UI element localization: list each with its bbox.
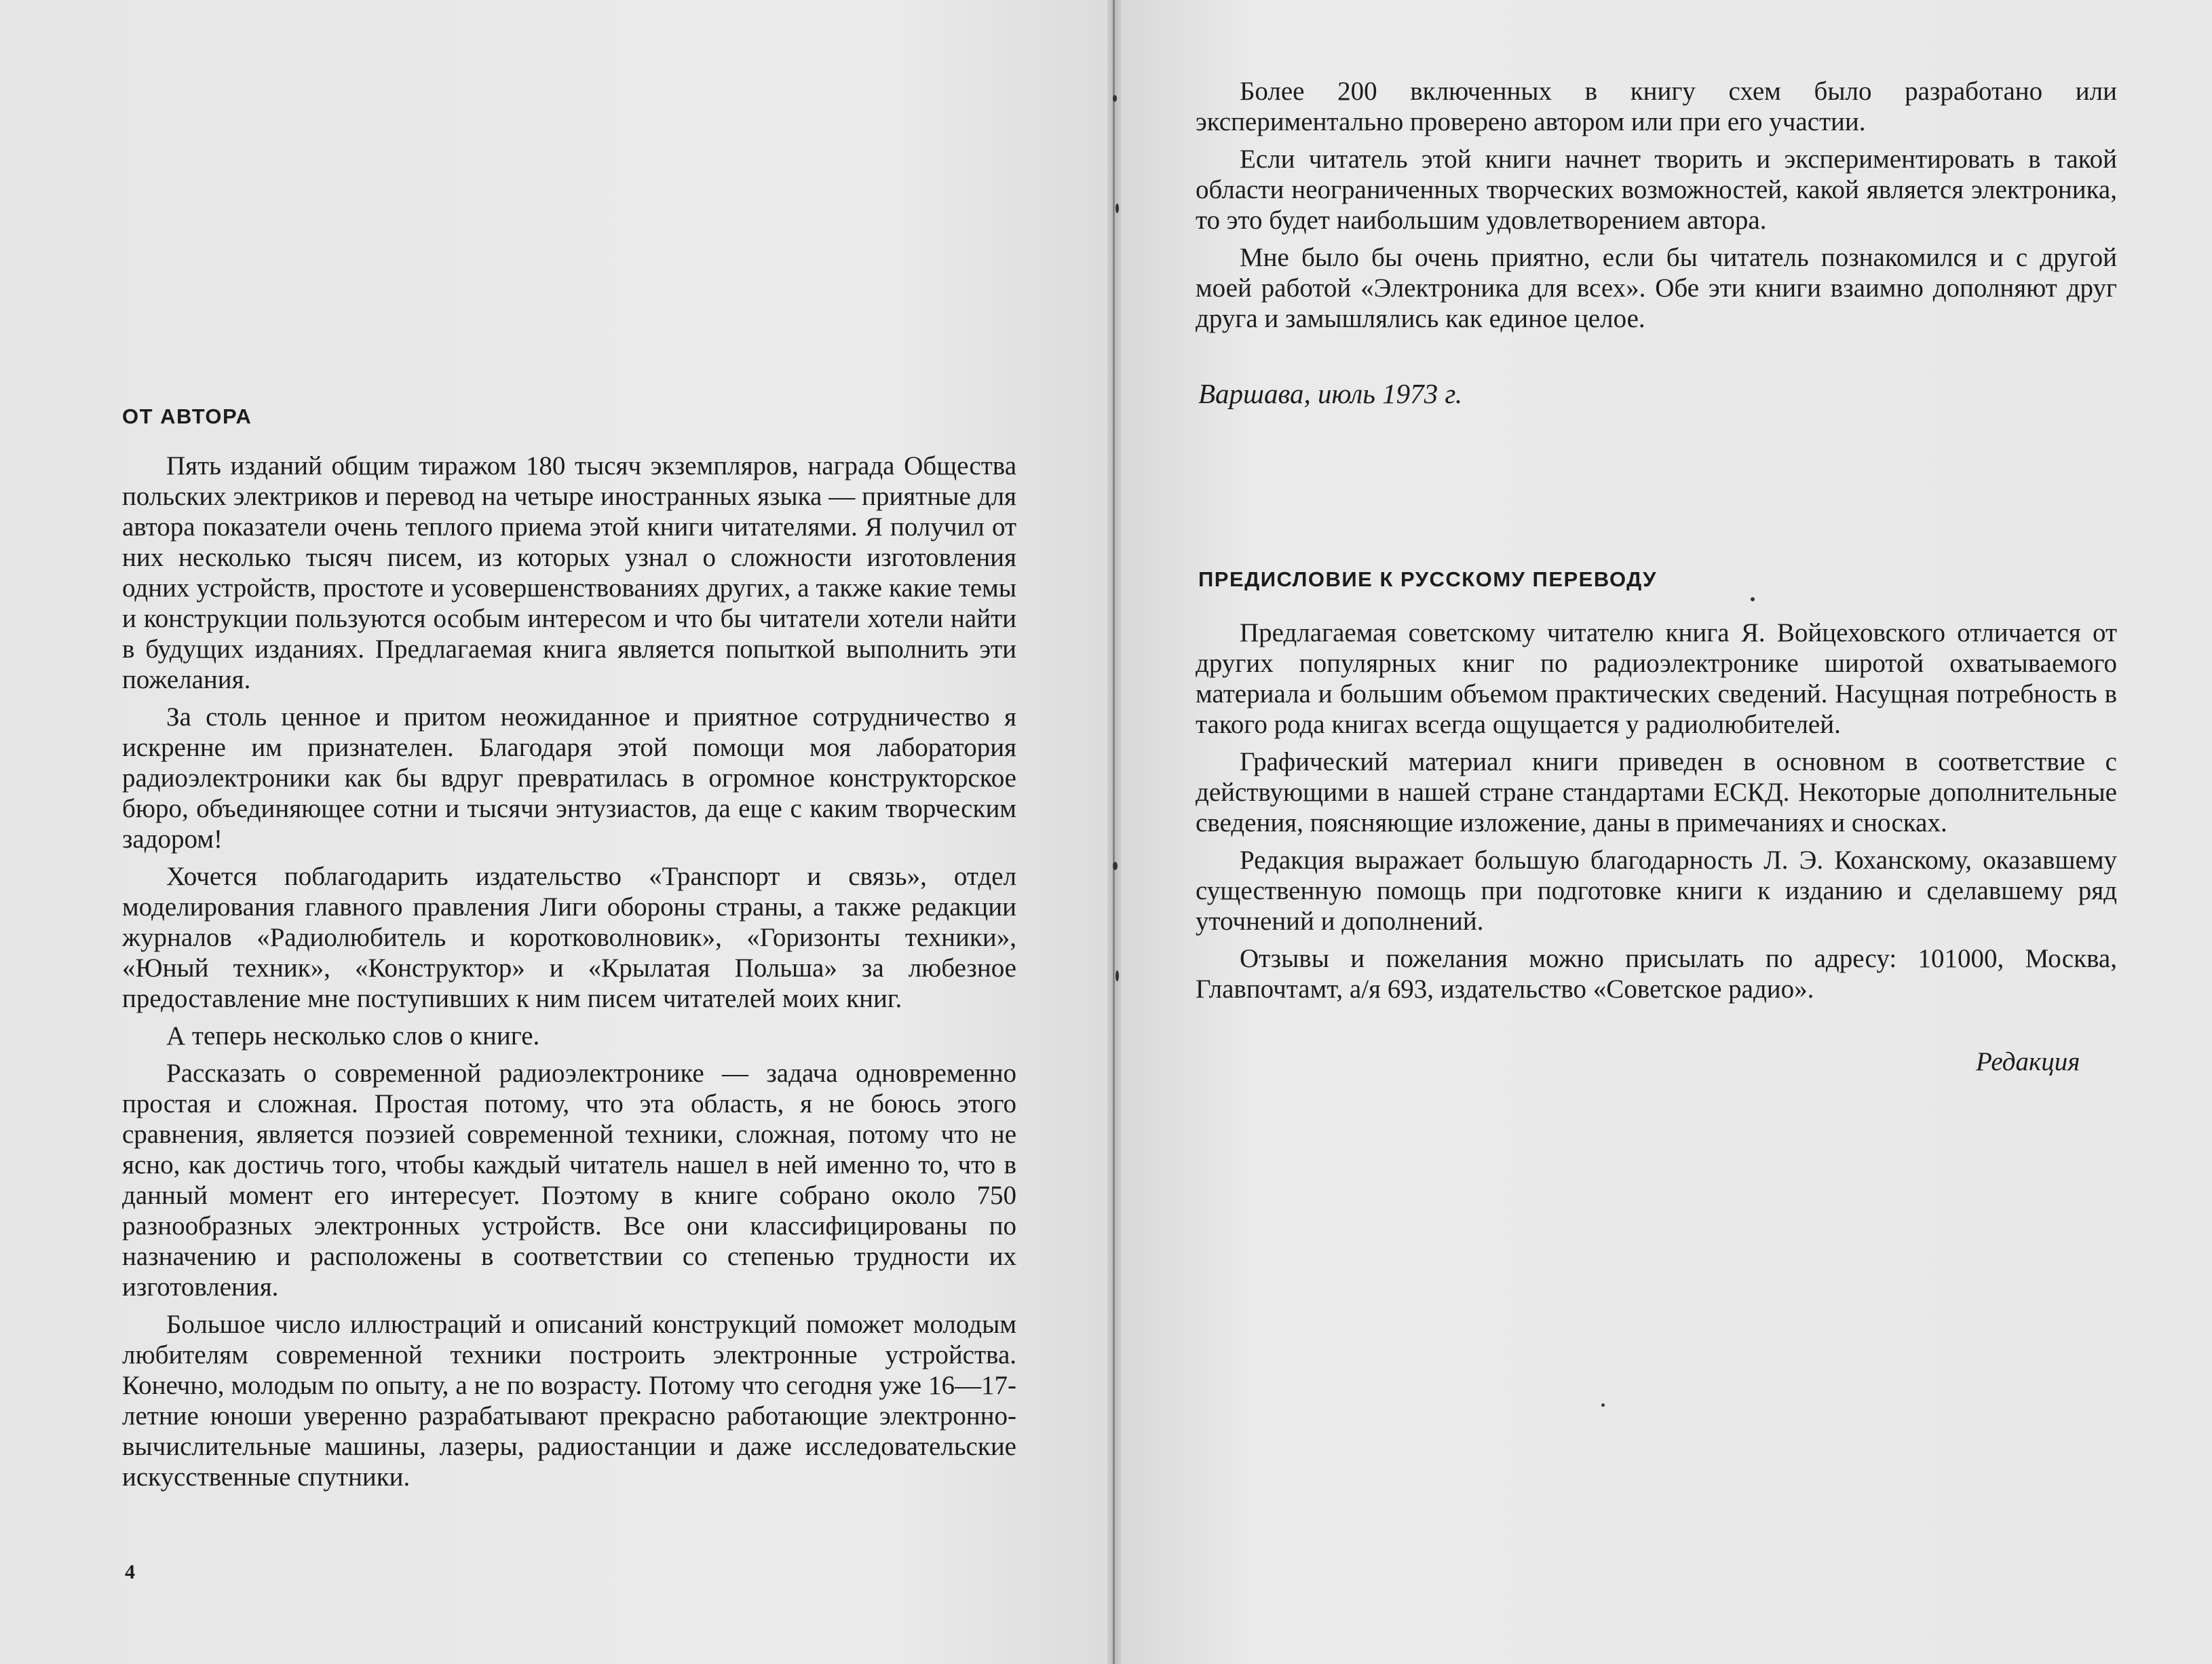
place-date: Варшава, июль 1973 г. — [1198, 378, 1463, 409]
scan-speck — [1601, 1403, 1605, 1407]
editorial-signature: Редакция — [1976, 1047, 2080, 1076]
page-number: 4 — [125, 1561, 135, 1583]
scan-speck — [1115, 204, 1119, 213]
scan-speck — [1113, 95, 1117, 102]
paragraph: Предлагаемая советскому читателю книга Я. Войцеховского отличается от других популярных книг по радиоэлектронике широтой охватываемого материала и большим объемом практических сведений. Насущная потребность в такого рода книгах всегда ощущается у радиолюбителей. — [1196, 618, 2117, 739]
paragraph: А теперь несколько слов о книге. — [166, 1021, 540, 1051]
paragraph: Хочется поблагодарить издательство «Транспорт и связь», отдел моделирования главного правления Лиги обороны страны, а также редакции журналов «Радиолюбитель и коротковолновик», «Горизонты техники», «Юный техник», «Конструктор» и «Крылатая Польша» за любезное предоставление мне поступивших к ним писем читателей моих книг. — [122, 862, 1016, 1013]
russian-translation-preface-heading: ПРЕДИСЛОВИЕ К РУССКОМУ ПЕРЕВОДУ — [1198, 567, 1657, 591]
paragraph: За столь ценное и притом неожиданное и приятное сотрудничество я искренне им признателен. Благодаря этой помощи моя лаборатория радиоэлектроники как бы вдруг превратилась в огромное конструкторское бюро, объединяющее сотни и тысячи энтузиастов, да еще с каким творческим задором! — [122, 702, 1016, 854]
spine-line — [1113, 0, 1115, 1664]
right-page — [1121, 0, 2212, 1664]
paragraph: Более 200 включенных в книгу схем было разработано или экспериментально проверено автором или при его участии. — [1196, 77, 2117, 136]
paragraph: Большое число иллюстраций и описаний конструкций поможет молодым любителям современной техники построить электронные устройства. Конечно, молодым по опыту, а не по возрасту. Потому что сегодня уже 16—17-летние юноши уверенно разрабатывают прекрасно работающие электронно-вычислительные машины, лазеры, радиостанции и даже исследовательские искусственные спутники. — [122, 1310, 1016, 1492]
paragraph: Мне было бы очень приятно, если бы читатель познакомился и с другой моей работой «Электроника для всех». Обе эти книги взаимно дополняют друг друга и замышлялись как единое целое. — [1196, 243, 2117, 333]
scan-speck — [1115, 970, 1119, 981]
paragraph: Рассказать о современной радиоэлектронике — задача одновременно простая и сложная. Простая потому, что эта область, я не боюсь этого сравнения, является поэзией современной техники, сложная, потому что не ясно, как достичь того, чтобы каждый читатель нашел в ней именно то, что в данный момент его интересует. Поэтому в книге собрано около 750 разнообразных электронных устройств. Все они классифицированы по назначению и расположены в соответствии со степенью трудности их изготовления. — [122, 1059, 1016, 1302]
russian-translation-preface-text — [1196, 618, 2117, 1011]
paragraph: Графический материал книги приведен в основном в соответствие с действующими в нашей стране стандартами ЕСКД. Некоторые дополнительные сведения, поясняющие изложение, даны в примечаниях и сносках. — [1196, 747, 2117, 837]
scan-speck — [1113, 862, 1118, 870]
paragraph: Если читатель этой книги начнет творить и экспериментировать в такой области неограниченных творческих возможностей, какой является электроника, то это будет наибольшим удовлетворением автора. — [1196, 145, 2117, 235]
paragraph: Отзывы и пожелания можно присылать по адресу: 101000, Москва, Главпочтамт, а/я 693, издательство «Советское радио». — [1196, 944, 2117, 1004]
paragraph: Редакция выражает большую благодарность Л. Э. Коханскому, оказавшему существенную помощь при подготовке книги к изданию и сделавшему ряд уточнений и дополнений. — [1196, 846, 2117, 936]
scan-speck — [1751, 597, 1755, 601]
author-foreword-text — [122, 451, 1016, 1499]
author-foreword-continuation — [1196, 76, 2117, 341]
paragraph: Пять изданий общим тиражом 180 тысяч экземпляров, награда Общества польских электриков и перевод на четыре иностранных языка — приятные для автора показатели очень теплого приема этой книги читателями. Я получил от них несколько тысяч писем, из которых узнал о сложности изготовления одних устройств, простоте и усовершенствованиях других, а также какие темы и конструкции пользуются особым интересом и что бы читатели хотели найти в будущих изданиях. Предлагаемая книга является попыткой выполнить эти пожелания. — [122, 451, 1016, 694]
author-foreword-heading: ОТ АВТОРА — [122, 404, 252, 428]
